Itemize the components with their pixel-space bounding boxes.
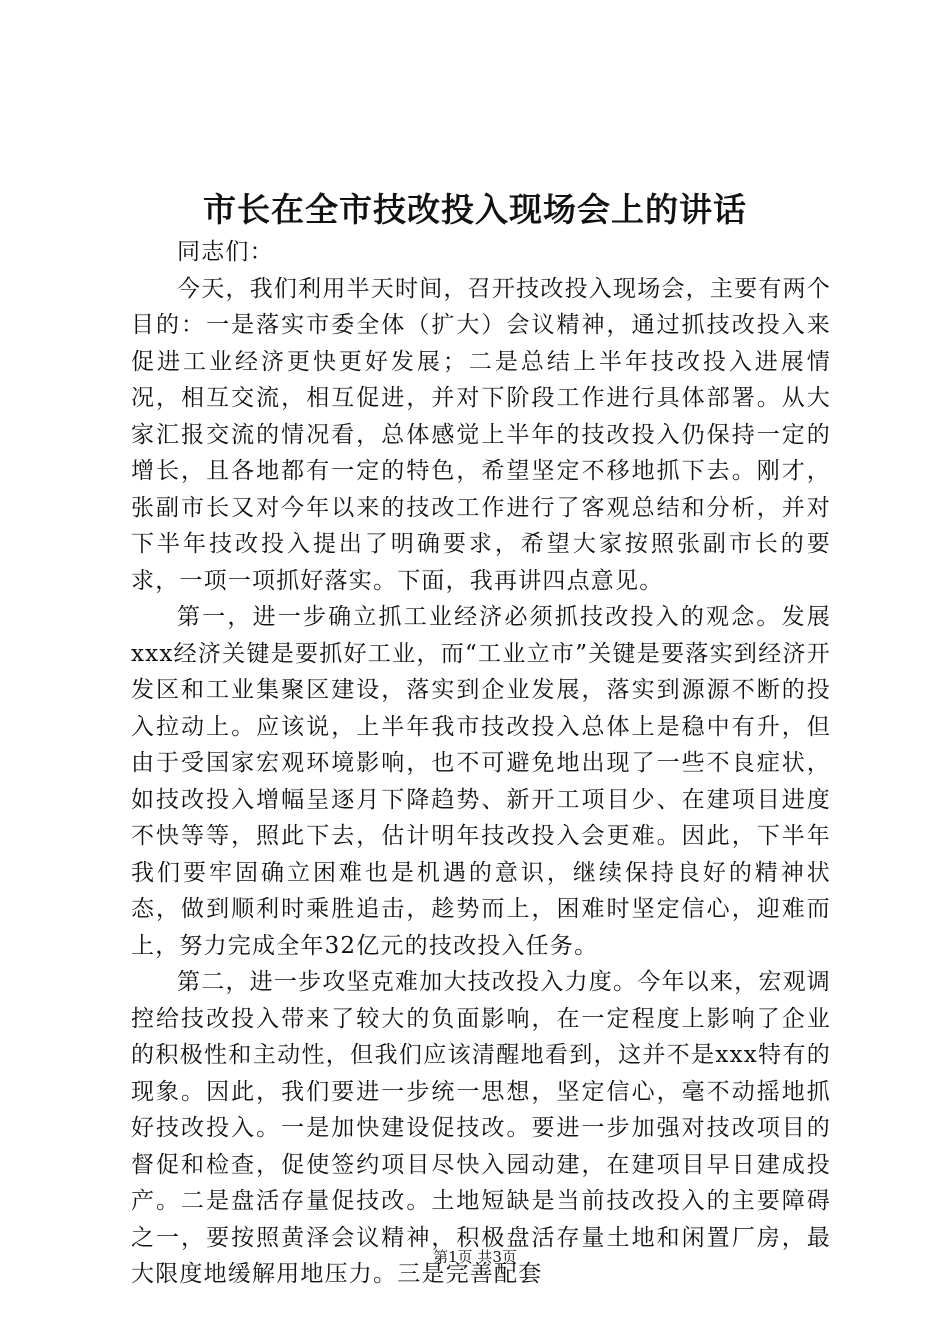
salutation: 同志们： [177, 239, 274, 265]
document-body [131, 234, 831, 1293]
page-footer: 第1页 共3页 [433, 1248, 517, 1266]
document-title: 市长在全市技改投入现场会上的讲话 [203, 190, 747, 229]
paragraph-first-point: 第一，进一步确立抓工业经济必须抓技改投入的观念。发展xxx经济关键是要抓好工业，而“工业立市”关键是要落实到经济开发区和工业集聚区建设，落实到企业发展，落实到源源不断的投入拉动上。应该说，上半年我市技改投入总体上是稳中有升，但由于受国家宏观环境影响，也不可避免地出现了一些不良症状，如技改投入增幅呈逐月下降趋势、新开工项目少、在建项目进度不快等等，照此下去，估计明年技改投入会更难。因此，下半年我们要牢固确立困难也是机遇的意识，继续保持良好的精神状态，做到顺利时乘胜追击，趁势而上，困难时坚定信心，迎难而上，努力完成全年32亿元的技改投入任务。 [131, 604, 831, 959]
paragraph-second-point: 第二，进一步攻坚克难加大技改投入力度。今年以来，宏观调控给技改投入带来了较大的负面影响，在一定程度上影响了企业的积极性和主动性，但我们应该清醒地看到，这并不是xxx特有的现象。因此，我们要进一步统一思想，坚定信心，毫不动摇地抓好技改投入。一是加快建设促技改。要进一步加强对技改项目的督促和检查，促使签约项目尽快入园动建，在建项目早日建成投产。二是盘活存量促技改。土地短缺是当前技改投入的主要障碍之一，要按照黄泽会议精神，积极盘活存量土地和闲置厂房，最大限度地缓解用地压力。三是完善配套 [131, 969, 831, 1287]
paragraph-intro: 今天，我们利用半天时间，召开技改投入现场会，主要有两个目的：一是落实市委全体（扩大）会议精神，通过抓技改投入来促进工业经济更快更好发展；二是总结上半年技改投入进展情况，相互交流，相互促进，并对下阶段工作进行具体部署。从大家汇报交流的情况看，总体感觉上半年的技改投入仍保持一定的增长，且各地都有一定的特色，希望坚定不移地抓下去。刚才，张副市长又对今年以来的技改工作进行了客观总结和分析，并对下半年技改投入提出了明确要求，希望大家按照张副市长的要求，一项一项抓好落实。下面，我再讲四点意见。 [131, 275, 831, 594]
